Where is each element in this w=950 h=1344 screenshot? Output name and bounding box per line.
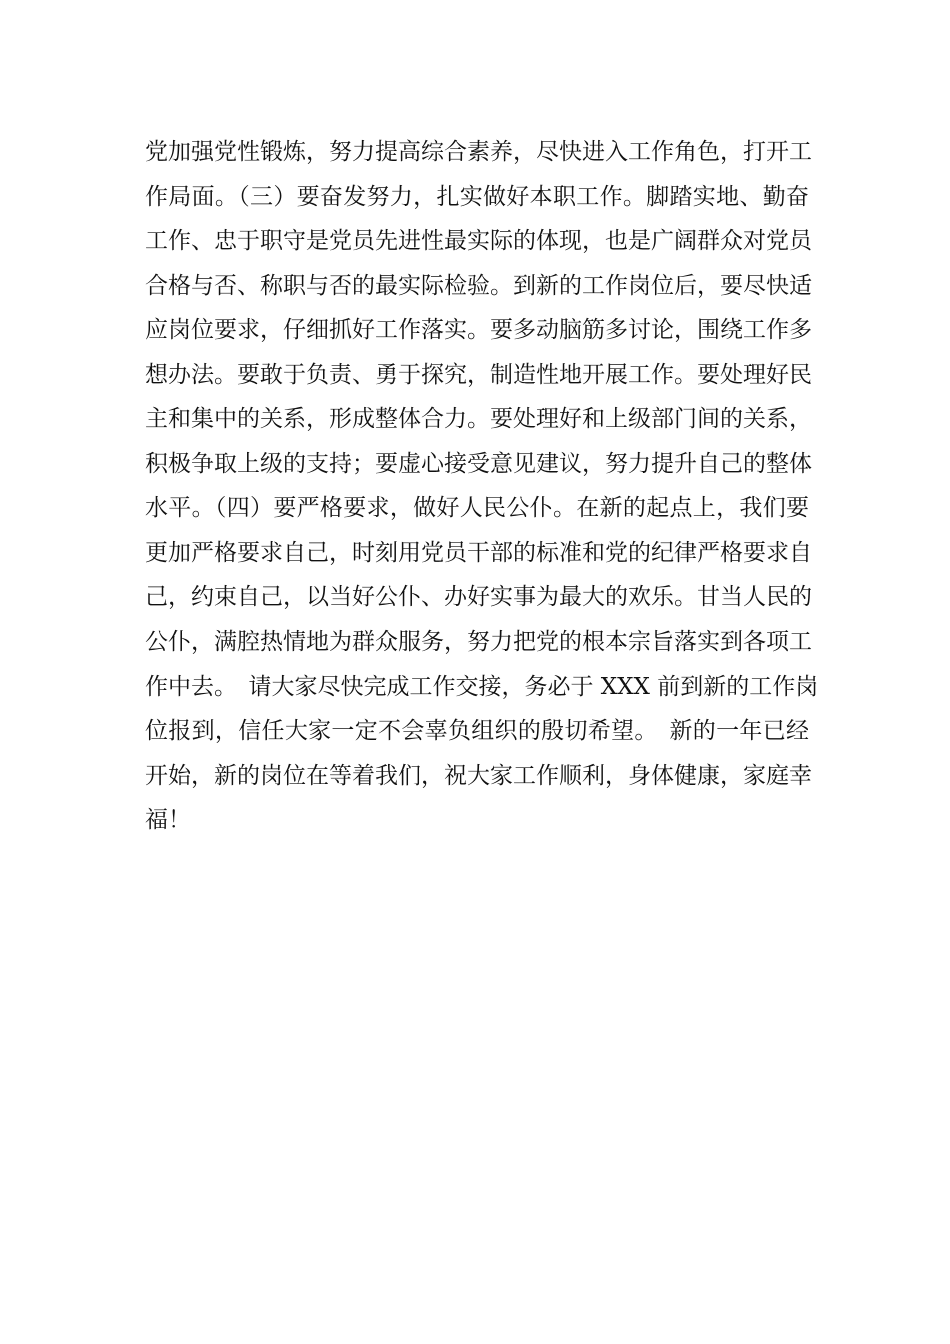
text-line-13: 作中去。 请大家尽快完成工作交接，务必于 XXX 前到新的工作岗 bbox=[145, 673, 819, 700]
text-line-9: 水平。（四）要严格要求，做好人民公仆。在新的起点上，我们要 bbox=[145, 495, 809, 522]
text-line-8: 积极争取上级的支持；要虚心接受意见建议，努力提升自己的整体 bbox=[145, 450, 812, 477]
text-line-12: 公仆，满腔热情地为群众服务，努力把党的根本宗旨落实到各项工 bbox=[145, 629, 812, 656]
text-line-5: 应岗位要求，仔细抓好工作落实。要多动脑筋多讨论，围绕工作多 bbox=[145, 317, 812, 344]
body-text bbox=[145, 130, 819, 843]
text-line-6: 想办法。要敢于负责、勇于探究，制造性地开展工作。要处理好民 bbox=[145, 361, 812, 388]
text-line-10: 更加严格要求自己，时刻用党员干部的标准和党的纪律严格要求自 bbox=[145, 539, 812, 566]
text-line-1: 党加强党性锻炼，努力提高综合素养，尽快进入工作角色，打开工 bbox=[145, 139, 812, 165]
text-line-16: 福！ bbox=[145, 807, 191, 834]
text-line-14: 位报到，信任大家一定不会辜负组织的殷切希望。 新的一年已经 bbox=[145, 718, 809, 745]
text-line-15: 开始，新的岗位在等着我们，祝大家工作顺利，身体健康，家庭幸 bbox=[145, 762, 812, 789]
text-line-2: 作局面。（三）要奋发努力，扎实做好本职工作。脚踏实地、勤奋 bbox=[145, 183, 809, 210]
text-line-11: 己，约束自己，以当好公仆、办好实事为最大的欢乐。甘当人民的 bbox=[145, 584, 812, 611]
text-line-7: 主和集中的关系，形成整体合力。要处理好和上级部门间的关系， bbox=[145, 406, 812, 433]
text-line-4: 合格与否、称职与否的最实际检验。到新的工作岗位后，要尽快适 bbox=[145, 272, 812, 299]
text-line-3: 工作、忠于职守是党员先进性最实际的体现，也是广阔群众对党员 bbox=[145, 228, 812, 255]
